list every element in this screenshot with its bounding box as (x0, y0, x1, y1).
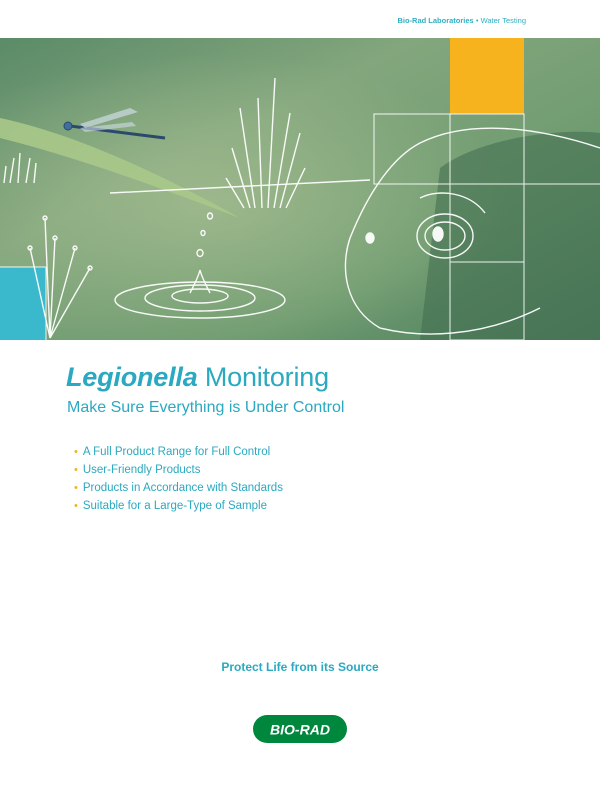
list-item (74, 443, 283, 461)
list-item (74, 497, 283, 515)
tagline: Protect Life from its Source (221, 660, 379, 674)
cyan-box (0, 267, 46, 340)
page-title (66, 362, 329, 393)
list-item (74, 479, 283, 497)
title-rest: Monitoring (197, 362, 329, 392)
section-name: Water Testing (480, 16, 526, 25)
list-item-text: User-Friendly Products (82, 464, 201, 476)
feature-list (74, 443, 283, 515)
list-item-text: Suitable for a Large-Type of Sample (82, 500, 267, 512)
bullet-icon: • (74, 464, 78, 476)
bullet-icon: • (74, 482, 78, 494)
title-italic: Legionella (66, 362, 198, 392)
page-subtitle: Make Sure Everything is Under Control (67, 399, 345, 416)
header-line (397, 16, 526, 25)
hero-image (0, 38, 600, 340)
yellow-box (450, 38, 524, 114)
header-separator: • (475, 16, 479, 25)
company-name: Bio-Rad Laboratories (397, 16, 474, 25)
list-item-text: A Full Product Range for Full Control (82, 446, 271, 458)
list-item (74, 461, 283, 479)
logo-text: BIO-RAD (270, 721, 330, 738)
bullet-icon: • (74, 500, 78, 512)
list-item-text: Products in Accordance with Standards (82, 482, 283, 494)
bullet-icon: • (74, 446, 78, 458)
bio-rad-logo (252, 714, 348, 744)
